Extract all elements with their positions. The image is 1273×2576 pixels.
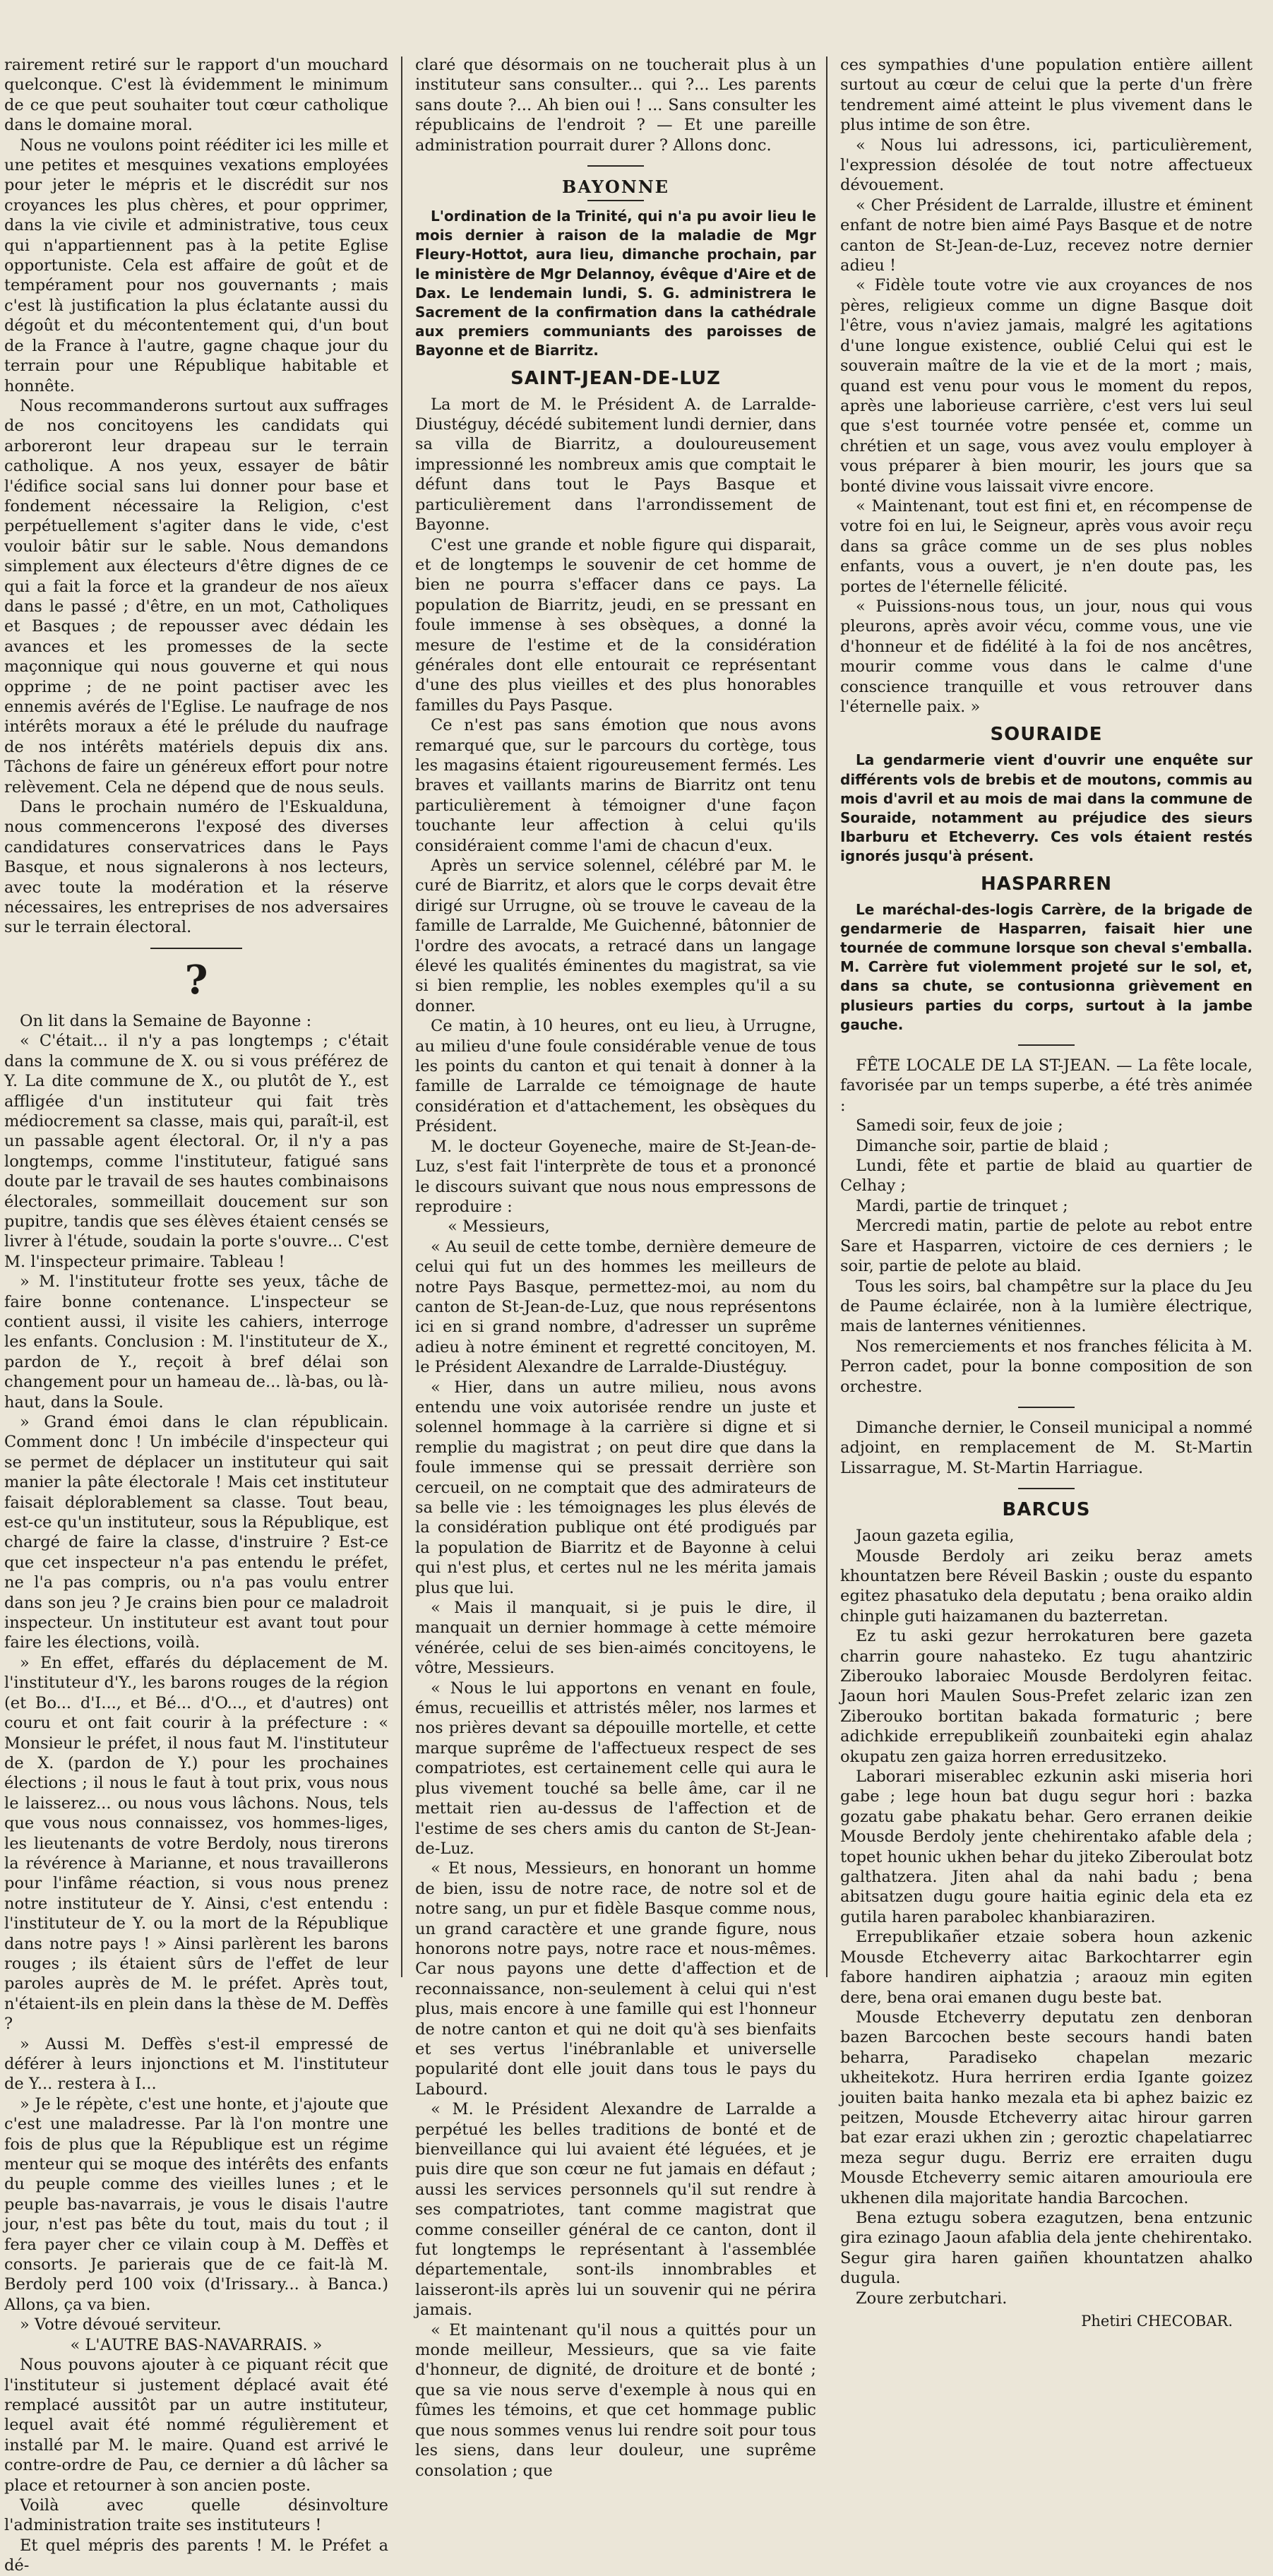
paragraph: Nous ne voulons point rééditer ici les mille et une petites et mesquines vexations employées pour jeter le mépris et le discrédit sur nos croyances les plus chères, et pour opprimer, dans la vie civile et administrative, tous ceux qui n'appartiennent pas à la petite Eglise opportuniste. Cela est affaire de goût et de tempérament pour nos gouvernants ; mais c'est là justification la plus éclatante aussi du dégoût et du mécontentement qui, d'un bout de la France à l'autre, gagne chaque jour du terrain pour une République habitable et honnête. xyxy=(4,136,388,395)
paragraph: Jaoun gazeta egilia, xyxy=(856,1527,1015,1546)
paragraph: « Nous le lui apportons en venant en foule, émus, recueillis et attristés mêler, nos larmes et nos prières devant sa dépouille mortelle, et cette marque suprême de l'affectueux respect de ses compatriotes, est certainement celle qui aura le plus vivement touché sa belle âme, car il ne mettait rien au-dessus de l'affection et de l'estime de ses chers amis du canton de St-Jean-de-Luz. xyxy=(415,1678,816,1858)
paragraph: Bena eztugu sobera ezagutzen, bena entzunic gira ezinago Jaoun afablia dela jente chehirentako. Segur gira haren gaiñen khountatzen ahalko dugula. xyxy=(840,2208,1253,2288)
paragraph: « Mais il manquait, si je puis le dire, il manquait un dernier hommage à cette mémoire vénérée, celui de ses bien-aimés concitoyens, le vôtre, Messieurs. xyxy=(415,1599,816,1678)
paragraph: ces sympathies d'une population entière aillent surtout au cœur de celui que la perte d'un frère tendrement aimé atteint le plus vivement dans le plus intime de son être. xyxy=(840,56,1253,135)
paragraph: « Et nous, Messieurs, en honorant un homme de bien, issu de notre race, de notre sol et de notre sang, un pur et fidèle Basque comme nous, un grand caractère et une grande figure, nous honorons notre pays, notre race et nous-mêmes. Car nous payons une dette d'affection et de reconnaissance, non-seulement à celui qui n'est plus, mais encore à une famille qui est l'honneur de notre canton et qui ne doit qu'à ses bienfaits et ses vertus l'inébranlable et universelle popularité dont elle jouit dans tous le pays du Labourd. xyxy=(415,1859,816,2099)
column-2 xyxy=(415,55,816,2480)
paragraph: Nous pouvons ajouter à ce piquant récit que l'instituteur si justement déplacé avait été remplacé aussitôt par un autre instituteur, lequel avait été nommé régulièrement et installé par M. le maire. Quand est arrivé le contre-ordre de Pau, ce dernier a dû lâcher sa place et retourner à son ancien poste. xyxy=(4,2356,388,2495)
paragraph: Mousde Berdoly ari zeiku beraz amets khountatzen bere Réveil Baskin ; ouste du espanto egitez phasatuko dela deputatu ; bena oraiko aldin chinple guti haizamanen du bazterretan. xyxy=(840,1546,1253,1626)
list-item: Samedi soir, feux de joie ; xyxy=(856,1116,1063,1135)
paragraph: Nos remerciements et nos franches félicita à M. Perron cadet, pour la bonne composition de son orchestre. xyxy=(840,1337,1253,1396)
paragraph: Et quel mépris des parents ! M. le Préfet a dé- xyxy=(4,2536,388,2575)
paragraph: Dimanche dernier, le Conseil municipal a nommé adjoint, en remplacement de M. St-Martin Lissarrague, M. St-Martin Harriague. xyxy=(840,1418,1253,1477)
paragraph: Errepublikañer etzaie sobera houn azkenic Mousde Etcheverry aitac Barkochtarrer egin fabore handiren aiphatzia ; araouz min egiten dere, bena orai emanen dugu beste bat. xyxy=(840,1928,1253,2007)
paragraph: « M. le Président Alexandre de Larralde a perpétué les belles traditions de bonté et de bienveillance qui lui avaient été léguées, et je puis dire que son cœur ne fut jamais en défaut ; aussi les services personnels qu'il sut rendre à ses compatriotes, tant comme magistrat que comme conseiller général de ce canton, dont il fut longtemps le représentant à l'assemblée départementale, sont-ils innombrables et laisseront-ils après lui un souvenir qui ne périra jamais. xyxy=(415,2100,816,2320)
list-item: Mercredi matin, partie de pelote au rebot entre Sare et Hasparren, victoire de ces derniers ; le soir, partie de pelote au blaid. xyxy=(840,1217,1253,1276)
paragraph: On lit dans la Semaine de Bayonne : xyxy=(20,1011,312,1030)
paragraph: « Puissions-nous tous, un jour, nous qui vous pleurons, après avoir vécu, comme vous, une vie d'honneur et de fidélité à la foi de nos ancêtres, mourir comme vous dans le calme d'une conscience tranquille et vous retrouver dans l'éternelle paix. » xyxy=(840,597,1253,716)
paragraph: Zoure zerbutchari. xyxy=(856,2289,1008,2308)
signature-line: « L'AUTRE BAS-NAVARRAIS. » xyxy=(70,2335,323,2354)
paragraph: M. le docteur Goyeneche, maire de St-Jean-de-Luz, s'est fait l'interprète de tous et a prononcé le discours suivant que nous nous empressons de reproduire : xyxy=(415,1137,816,1216)
paragraph: rairement retiré sur le rapport d'un mouchard quelconque. C'est là évidemment le minimum de ce que peut souhaiter tout cœur catholique dans le domaine moral. xyxy=(4,56,388,135)
paragraph: » M. l'instituteur frotte ses yeux, tâche de faire bonne contenance. L'inspecteur se contient aussi, il visite les cahiers, interroge les enfants. Conclusion : M. l'instituteur de X., pardon de Y., reçoit à bref délai son changement pour un hameau de... là-bas, ou là-haut, dans la Soule. xyxy=(4,1272,388,1412)
list-item: Lundi, fête et partie de blaid au quartier de Celhay ; xyxy=(840,1157,1253,1195)
paragraph: « Au seuil de cette tombe, dernière demeure de celui qui fut un des hommes les meilleurs de notre Pays Basque, permettez-moi, au nom du canton de St-Jean-de-Luz, que nous représentons ici en si grand nombre, d'adresser un suprême adieu à notre éminent et regretté concitoyen, M. le Président Alexandre de Larralde-Diustéguy. xyxy=(415,1237,816,1377)
signature: Phetiri CHECOBAR. xyxy=(1081,2313,1233,2330)
paragraph: « Hier, dans un autre milieu, nous avons entendu une voix autorisée rendre un juste et solennel hommage à la carrière si digne et si remplie du magistrat ; on peut dire que dans la foule immense qui se pressait derrière son cercueil, on ne comptait que des admirateurs de sa belle vie : les témoignages les plus élevés de la considération publique ont été prodigués par la population de Biarritz et de Bayonne à celui qui n'est plus, et certes nul ne les mérita jamais plus que lui. xyxy=(415,1378,816,1597)
list-item: Dimanche soir, partie de blaid ; xyxy=(856,1136,1109,1155)
separator-rule xyxy=(1018,1488,1075,1489)
section-heading-saint-jean-de-luz: SAINT-JEAN-DE-LUZ xyxy=(510,367,721,389)
question-mark-heading: ? xyxy=(184,956,208,1003)
paragraph: » Je le répète, c'est une honte, et j'ajoute que c'est une maladresse. Par là l'on montre une fois de plus que la République est un régime menteur qui se moque des intérêts des enfants du peuple comme des vieilles lunes ; et le peuple bas-navarrais, je vous le disais l'autre jour, n'est pas bête du tout, mais du tout ; il fera payer cher ce vilain coup à M. Deffès et consorts. Je parierais que de ce fait-là M. Berdoly perd 100 voix (d'Irissary... à Banca.) Allons, ça va bien. xyxy=(4,2094,388,2314)
separator-rule xyxy=(587,165,644,167)
news-item-souraide: La gendarmerie vient d'ouvrir une enquête sur différents vols de brebis et de moutons, commis au mois d'avril et au mois de mai dans la commune de Souraide, notamment au préjudice des sieurs Ibarburu et Etcheverry. Ces vols étaient restés ignorés jusqu'à présent. xyxy=(840,751,1253,865)
paragraph: « Fidèle toute votre vie aux croyances de nos pères, religieux comme un digne Basque doit l'être, vous n'aviez jamais, malgré les agitations d'une longue existence, oublié Celui qui est le souverain maître de la vie et de la mort ; mais, quand est venu pour vous le moment du repos, après une laborieuse carrière, c'est vers lui seul que s'est tournée votre pensée et, comme un chrétien et un sage, vous avez voulu employer à vous préparer à bien mourir, les jours que sa bonté divine vous laissait vivre encore. xyxy=(840,276,1253,496)
paragraph: « Et maintenant qu'il nous a quittés pour un monde meilleur, Messieurs, que sa vie faite d'honneur, de dignité, de droiture et de bonté ; que sa vie nous serve d'exemple à nous qui en fûmes les témoins, et que cet hommage public que nous sommes venus lui rendre soit pour tous les siens, dans leur douleur, une suprême consolation ; que xyxy=(415,2320,816,2480)
paragraph: Ce matin, à 10 heures, ont eu lieu, à Urrugne, au milieu d'une foule considérable venue de tous les points du canton et qui tenait à donner à la famille de Larralde ce témoignage de haute considération et d'attachement, les obsèques du Président. xyxy=(415,1017,816,1136)
paragraph: Ez tu aski gezur herrokaturen bere gazeta charrin goure nahasteko. Ez tugu ahantziric Ziberouko laboraiec Mousde Berdolyren feitac. Jaoun hori Maulen Sous-Prefet zelaric izan zen Ziberouko bortitan bakada formaturic ; bere adichkide errepublikeiñ zounbaiteki egin ahalaz okupatu zen gaiza horren erredusitzeko. xyxy=(840,1627,1253,1766)
separator-rule xyxy=(150,948,242,949)
paragraph: » En effet, effarés du déplacement de M. l'instituteur d'Y., les barons rouges de la région (et Bo... d'I..., et Bé... d'O..., et d'autres) ont couru et ont fait courir à la préfecture : « Monsieur le préfet, il nous faut M. l'instituteur de X. (pardon de Y.) pour les prochaines élections ; il nous le faut à tout prix, vous nous le laisserez... ou nous vous lâchons. Nous, tels que vous nous connaissez, vos hommes-liges, les lieutenants de votre Berdoly, nous tirerons la révérence à Marianne, et nous travaillerons pour l'infâme réaction, si vous nous prenez notre instituteur de Y. Ainsi, c'est entendu : l'instituteur de Y. ou la mort de la République dans notre pays ! » Ainsi parlèrent les barons rouges ; ils étaient sûrs de l'effet de leur paroles auprès de M. le préfet. Après tout, n'étaient-ils en plein dans la thèse de M. Deffès ? xyxy=(4,1653,388,2034)
column-3 xyxy=(840,55,1253,2330)
list-item: Mardi, partie de trinquet ; xyxy=(856,1196,1068,1215)
paragraph: claré que désormais on ne toucherait plus à un instituteur sans consulter... qui ?... Les parents sans doute ?... Ah bien oui ! ... Sans consulter les républicains de l'endroit ? — Et une pareille administration pourrait durer ? Allons donc. xyxy=(415,56,816,155)
paragraph: FÊTE LOCALE DE LA ST-JEAN. — La fête locale, favorisée par un temps superbe, a été très animée : xyxy=(840,1056,1253,1115)
paragraph: « Nous lui adressons, ici, particulièrement, l'expression désolée de tout notre affectueux dévouement. xyxy=(840,136,1253,195)
section-heading-hasparren: HASPARREN xyxy=(981,873,1112,895)
section-heading-bayonne: BAYONNE xyxy=(562,177,669,198)
paragraph: « Maintenant, tout est fini et, en récompense de votre foi en lui, le Seigneur, après vous avoir reçu dans sa grâce comme un de ses plus nobles enfants, vous a ouvert, je n'en doute pas, les portes de l'éternelle félicité. xyxy=(840,496,1253,596)
paragraph: Après un service solennel, célébré par M. le curé de Biarritz, et alors que le corps devait être dirigé sur Urrugne, où se trouve le caveau de la famille de Larralde, Me Guichenné, bâtonnier de l'ordre des avocats, a retracé dans un langage élevé les qualités éminentes du magistrat, sa vie si bien remplie, les nobles exemples qu'il a su donner. xyxy=(415,857,816,1015)
paragraph: « Messieurs, xyxy=(448,1217,550,1236)
paragraph: C'est une grande et noble figure qui disparait, et de longtemps le souvenir de cet homme de bien ne pourra s'effacer dans ce pays. La population de Biarritz, jeudi, en se pressant en foule immense à ses obsèques, a donné la mesure de l'estime et de la considération générales dont elle entourait ce représentant d'une des plus vieilles et des plus honorables familles du Pays Pasque. xyxy=(415,535,816,715)
section-heading-barcus: BARCUS xyxy=(1002,1499,1091,1521)
paragraph: Laborari miserablec ezkunin aski miseria hori gabe ; lege houn bat dugu segur hori : bazka gozatu gabe phakatu behar. Gero erranen deikie Mousde Berdoly jente chehirentako afable dela ; topet hounic ukhen behar du jiteko Ziberoulat botz galthatzera. Jiten ahal da nahi badu ; bena abitsatzen dugu goure haitia eginic dela eta ez gutila haren parabolec khanbiaraziren. xyxy=(840,1767,1253,1926)
separator-rule xyxy=(1018,1044,1075,1046)
section-heading-souraide: SOURAIDE xyxy=(990,724,1103,746)
column-rule xyxy=(401,56,402,1977)
paragraph: » Aussi M. Deffès s'est-il empressé de déférer à leurs injonctions et M. l'instituteur de Y... restera à I... xyxy=(4,2034,388,2094)
column-1 xyxy=(4,55,391,2575)
paragraph: Voilà avec quelle désinvolture l'administration traite ses instituteurs ! xyxy=(4,2496,388,2535)
paragraph: Ce n'est pas sans émotion que nous avons remarqué que, sur le parcours du cortège, tous les magasins étaient rigoureusement fermés. Les braves et vaillants marins de Biarritz ont tenu particulièrement à témoigner d'une façon touchante leur affection à celui qu'ils considéraient comme l'ami de chacun d'eux. xyxy=(415,716,816,855)
paragraph: » Votre dévoué serviteur. xyxy=(20,2315,222,2334)
paragraph: Dans le prochain numéro de l'Eskualduna, nous commencerons l'exposé des diverses candidatures conservatrices dans le Pays Basque, et nous signalerons à nos lecteurs, avec toute la modération et la réserve nécessaires, les entreprises de nos adversaires sur le terrain électoral. xyxy=(4,798,388,937)
paragraph: Mousde Etcheverry deputatu zen denboran bazen Barcochen beste secours handi baten beharra, Paradiseko chapelan mezaric ukheitekotz. Hura herriren erdia Igante goizez jouiten baita hanko mezala eta bi aphez baizic ez peitzen, Mousde Etcheverry aitac hirour garren bat ezar erazi ukhen zin ; geroztic chapelatiarrec meza segur dugu. Berriz ere erraiten dugu Mousde Etcheverry semic aitaren amourioula ere ukhenen dila majoritate handia Barcochen. xyxy=(840,2008,1253,2207)
paragraph: La mort de M. le Président A. de Larralde-Diustéguy, décédé subitement lundi dernier, dans sa villa de Biarritz, a douloureusement impressionné les nombreux amis que comptait le défunt dans tout le Pays Basque et particulièrement dans l'arrondissement de Bayonne. xyxy=(415,395,816,535)
column-rule xyxy=(826,56,827,1977)
separator-rule xyxy=(587,200,644,201)
separator-rule xyxy=(1018,1407,1075,1408)
paragraph: « C'était... il n'y a pas longtemps ; c'était dans la commune de X. ou si vous préférez de Y. La dite commune de X., ou plutôt de Y., est affligée d'un instituteur qui fait très médiocrement sa classe, mais qui, paraît-il, est un passable agent électoral. Or, il n'y a pas longtemps, comme l'instituteur, fatigué sans doute par le travail de ses hautes combinaisons électorales, sommeillait doucement sur son pupitre, tandis que ses élèves étaient censés se livrer à l'étude, soudain la porte s'ouvre... C'est M. l'inspecteur primaire. Tableau ! xyxy=(4,1032,388,1271)
news-item-hasparren: Le maréchal-des-logis Carrère, de la brigade de gendarmerie de Hasparren, faisait hier une tournée de commune lorsque son cheval s'emballa. M. Carrère fut violemment projeté sur le sol, et, dans sa chute, se contusionna grièvement en plusieurs parties du corps, surtout à la jambe gauche. xyxy=(840,900,1253,1033)
paragraph: Tous les soirs, bal champêtre sur la place du Jeu de Paume éclairée, non à la lumière électrique, mais de lanternes vénitiennes. xyxy=(840,1277,1253,1336)
paragraph: » Grand émoi dans le clan républicain. Comment donc ! Un imbécile d'inspecteur qui se permet de déplacer un instituteur qui sait manier la pâte électorale ! Mais cet instituteur faisait déplorablement sa classe. Tout beau, est-ce qu'un instituteur, sous la République, est chargé de faire la classe, d'instruire ? Est-ce que cet inspecteur n'a pas entendu le préfet, ne l'a pas compris, ou n'a pas voulu entrer dans son jeu ? Je crains bien pour ce maladroit inspecteur. Un instituteur est avant tout pour faire les élections, voilà. xyxy=(4,1413,388,1652)
paragraph: « Cher Président de Larralde, illustre et éminent enfant de notre bien aimé Pays Basque et de notre canton de St-Jean-de-Luz, recevez notre dernier adieu ! xyxy=(840,196,1253,275)
news-item-bayonne: L'ordination de la Trinité, qui n'a pu avoir lieu le mois dernier à raison de la maladie de Mgr Fleury-Hottot, aura lieu, dimanche prochain, par le ministère de Mgr Delannoy, évêque d'Aire et de Dax. Le lendemain lundi, S. G. administrera le Sacrement de la confirmation dans la cathédrale aux premiers communiants des paroisses de Bayonne et de Biarritz. xyxy=(415,208,816,359)
paragraph: Nous recommanderons surtout aux suffrages de nos concitoyens les candidats qui arboreront leur drapeau sur le terrain catholique. A nos yeux, essayer de bâtir l'édifice social sans lui donner pour base et fondement nécessaire la Religion, c'est perpétuellement s'agiter dans le vide, c'est vouloir bâtir sur le sable. Nous demandons simplement aux électeurs d'être dignes de ce qui a fait la force et la grandeur de nos aïeux dans le passé ; d'être, en un mot, Catholiques et Basques ; de repousser avec dédain les avances et les promesses de la secte maçonnique qui nous gouverne et qui nous opprime ; de ne point pactiser avec les ennemis avérés de l'Eglise. Le naufrage de nos intérêts moraux a été le prélude du naufrage de nos intérêts matériels depuis dix ans. Tâchons de faire un généreux effort pour notre relèvement. Cela ne dépend que de nous seuls. xyxy=(4,396,388,797)
